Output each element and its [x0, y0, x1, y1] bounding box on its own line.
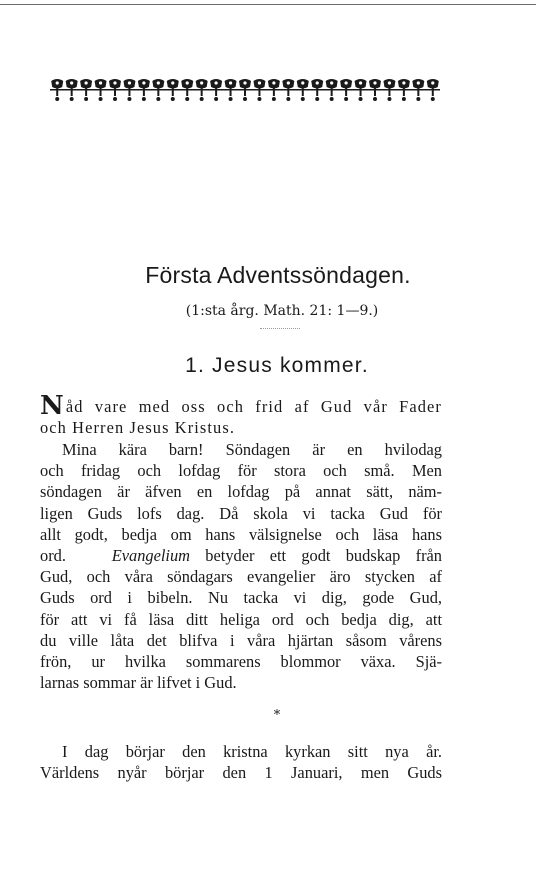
- text-line: ligen Guds lofs dag. Då skola vi tacka Gud för: [40, 503, 442, 523]
- text-line: I dag börjar den kristna kyrkan sitt nya år.: [62, 742, 442, 761]
- section-separator: *: [273, 708, 281, 723]
- opening-line-1: åd vare med oss och frid af Gud vår Fader: [65, 397, 442, 416]
- text-line-with-emphasis: ord. Evangelium betyder ett godt budskap från: [40, 546, 443, 566]
- decorative-border-ornament: [50, 77, 440, 103]
- text-line: allt godt, bedja om hans välsignelse och läsa hans: [40, 524, 442, 544]
- small-divider: [260, 328, 300, 330]
- drop-cap: N: [40, 391, 65, 421]
- text-line: för att vi få läsa ditt heliga ord och bedja dig, att: [40, 609, 442, 629]
- opening-line-2: och Herren Jesus Kristus.: [40, 418, 236, 438]
- top-rule: [0, 4, 536, 5]
- text-line: och fridag och lofdag för stora och små. Men: [40, 461, 442, 481]
- text-line: du ville låta det blifva i våra hjärtan såsom vårens: [40, 630, 442, 650]
- page-title: Första Adventssöndagen.: [145, 262, 411, 288]
- text-line: Guds ord i bibeln. Nu tacka vi dig, gode Gud,: [40, 588, 442, 608]
- text-line: larnas sommar är lifvet i Gud.: [40, 673, 237, 693]
- section-heading: 1. Jesus kommer.: [185, 354, 369, 377]
- text-line: frön, ur hvilka sommarens blommor växa. Sjä-: [40, 652, 442, 672]
- body-paragraph-2: [40, 741, 442, 783]
- emphasized-word: Evangelium: [111, 546, 191, 566]
- scripture-reference: (1:sta årg. Math. 21: 1—9.): [185, 303, 379, 319]
- body-paragraph-1: [40, 439, 442, 693]
- text-line: Gud, och våra söndagars evangelier äro stycken af: [40, 567, 442, 587]
- ornament-baseline: [50, 89, 440, 91]
- text-line: Mina kära barn! Söndagen är en hvilodag: [62, 440, 442, 459]
- text-line: Världens nyår börjar den 1 Januari, men Guds: [40, 763, 442, 783]
- text-line: söndagen är äfven en lofdag på annat sätt, näm-: [40, 482, 442, 502]
- opening-paragraph: [40, 391, 442, 438]
